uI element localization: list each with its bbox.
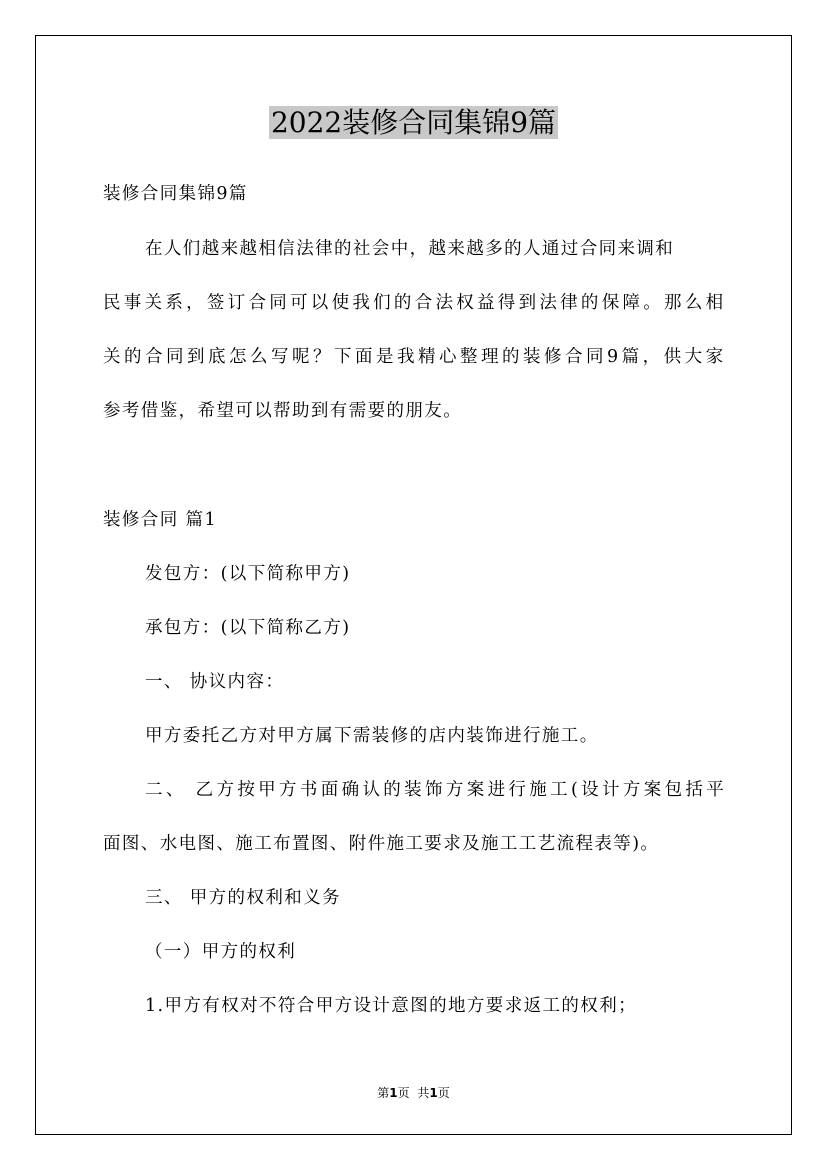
page-footer: 第1页 共1页 bbox=[377, 1086, 450, 1100]
page-number: 1 bbox=[389, 1086, 398, 1100]
clause-1-heading: 一、 协议内容： bbox=[145, 672, 285, 692]
intro-line-3: 关的合同到底怎么写呢？下面是我精心整理的装修合同9篇，供大家 bbox=[103, 347, 725, 367]
party-b-line: 承包方：(以下简称乙方) bbox=[145, 618, 351, 638]
intro-line-1: 在人们越来越相信法律的社会中，越来越多的人通过合同来调和 bbox=[145, 239, 675, 259]
intro-line-2: 民事关系，签订合同可以使我们的合法权益得到法律的保障。那么相 bbox=[103, 293, 725, 313]
document-title bbox=[0, 103, 827, 143]
total-pages: 1 bbox=[429, 1086, 438, 1100]
title-text: 2022装修合同集锦9篇 bbox=[270, 106, 557, 139]
intro-line-4: 参考借鉴，希望可以帮助到有需要的朋友。 bbox=[103, 401, 463, 421]
subtitle: 装修合同集锦9篇 bbox=[103, 184, 248, 204]
clause-1-text: 甲方委托乙方对甲方属下需装修的店内装饰进行施工。 bbox=[145, 726, 599, 746]
clause-2-line-2: 面图、水电图、施工布置图、附件施工要求及施工工艺流程表等)。 bbox=[103, 834, 660, 854]
clause-3-sub-heading: （一）甲方的权利 bbox=[145, 942, 297, 962]
party-a-line: 发包方：(以下简称甲方) bbox=[145, 564, 351, 584]
clause-3-heading: 三、 甲方的权利和义务 bbox=[145, 888, 341, 908]
section-heading: 装修合同 篇1 bbox=[103, 510, 217, 530]
clause-2-line-1: 二、 乙方按甲方书面确认的装饰方案进行施工(设计方案包括平 bbox=[145, 780, 725, 800]
clause-3-item-1: 1.甲方有权对不符合甲方设计意图的地方要求返工的权利； bbox=[145, 996, 637, 1016]
